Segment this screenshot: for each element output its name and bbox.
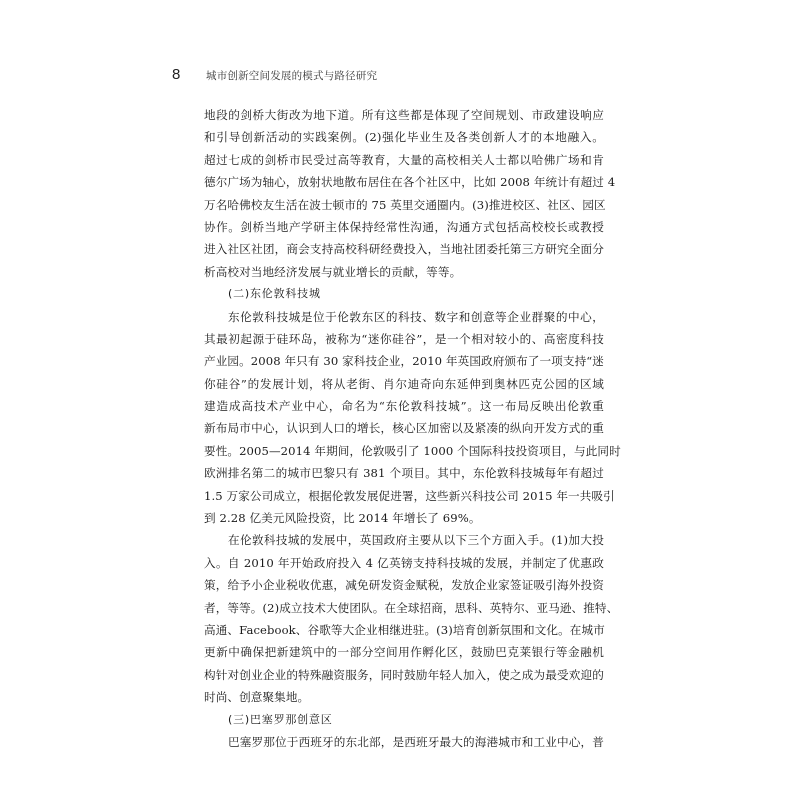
running-title: 城市创新空间发展的模式与路径研究 [206,70,378,82]
text-line: 建造成高技术产业中心，命名为“东伦敦科技城”。这一布局反映出伦敦重 [204,399,604,414]
text-line: 欧洲排名第二的城市巴黎只有 381 个项目。其中，东伦敦科技城每年有超过 [204,466,604,481]
text-line: 析高校对当地经济发展与就业增长的贡献，等等。 [204,264,462,279]
text-line: 构针对创业企业的特殊融资服务，同时鼓励年轻人加入，使之成为最受欢迎的 [204,667,604,682]
text-line: 万名哈佛校友生活在波士顿市的 75 英里交通圈内。(3)推进校区、社区、园区 [204,197,606,212]
text-line: 和引导创新活动的实践案例。(2)强化毕业生及各类创新人才的本地融入。 [204,130,604,145]
text-line: 时尚、创意聚集地。 [204,690,310,705]
section-heading: (三)巴塞罗那创意区 [228,712,333,726]
text-line: 更新中确保把新建筑中的一部分空间用作孵化区，鼓励巴克莱银行等金融机 [204,645,604,660]
text-line: 你硅谷”的发展计划，将从老街、肖尔迪奇向东延伸到奥林匹克公园的区域 [204,376,604,391]
section-heading: (二)东伦敦科技城 [228,287,321,301]
text-line: 在伦敦科技城的发展中，英国政府主要从以下三个方面入手。(1)加大投 [228,533,604,548]
body-text [204,104,621,753]
text-line: 入。自 2010 年开始政府投入 4 亿英镑支持科技城的发展，并制定了优惠政 [204,555,604,570]
text-line: 高通、Facebook、谷歌等大企业相继进驻。(3)培育创新氛围和文化。在城市 [204,622,605,637]
page-number: 8 [172,66,181,83]
text-line: 巴塞罗那位于西班牙的东北部，是西班牙最大的海港城市和工业中心，普 [228,734,604,749]
text-line: 要性。2005—2014 年期间，伦敦吸引了 1000 个国际科技投资项目，与此同时 [204,443,621,458]
text-line: 东伦敦科技城是位于伦敦东区的科技、数字和创意等企业群聚的中心， [228,309,604,324]
text-line: 德尔广场为轴心，放射状地散布居住在各个社区中，比如 2008 年统计有超过 4 [204,175,616,190]
text-line: 产业园。2008 年只有 30 家科技企业，2010 年英国政府颁布了一项支持“迷 [204,354,604,369]
text-line: 策，给予小企业税收优惠，减免研发资金赋税，发放企业家签证吸引海外投资 [204,578,604,593]
text-line: 进入社区社团，商会支持高校科研经费投入，当地社团委托第三方研究全面分 [204,242,604,257]
text-line: 1.5 万家公司成立，根据伦敦发展促进署，这些新兴科技公司 2015 年一共吸引 [204,488,615,503]
text-line: 地段的剑桥大街改为地下道。所有这些都是体现了空间规划、市政建设响应 [204,108,604,122]
page-header [170,66,630,86]
text-line: 超过七成的剑桥市民受过高等教育，大量的高校相关人士都以哈佛广场和肯 [204,152,604,167]
text-line: 其最初起源于硅环岛，被称为“迷你硅谷”，是一个相对较小的、高密度科技 [204,331,604,346]
text-line: 到 2.28 亿美元风险投资，比 2014 年增长了 69%。 [204,511,481,526]
text-line: 新布局市中心，认识到人口的增长，核心区加密以及紧凑的纵向开发方式的重 [204,421,604,436]
text-line: 协作。剑桥当地产学研主体保持经常性沟通，沟通方式包括高校校长或教授 [204,219,604,234]
text-line: 者，等等。(2)成立技术大使团队。在全球招商，思科、英特尔、亚马逊、推特、 [204,600,619,615]
